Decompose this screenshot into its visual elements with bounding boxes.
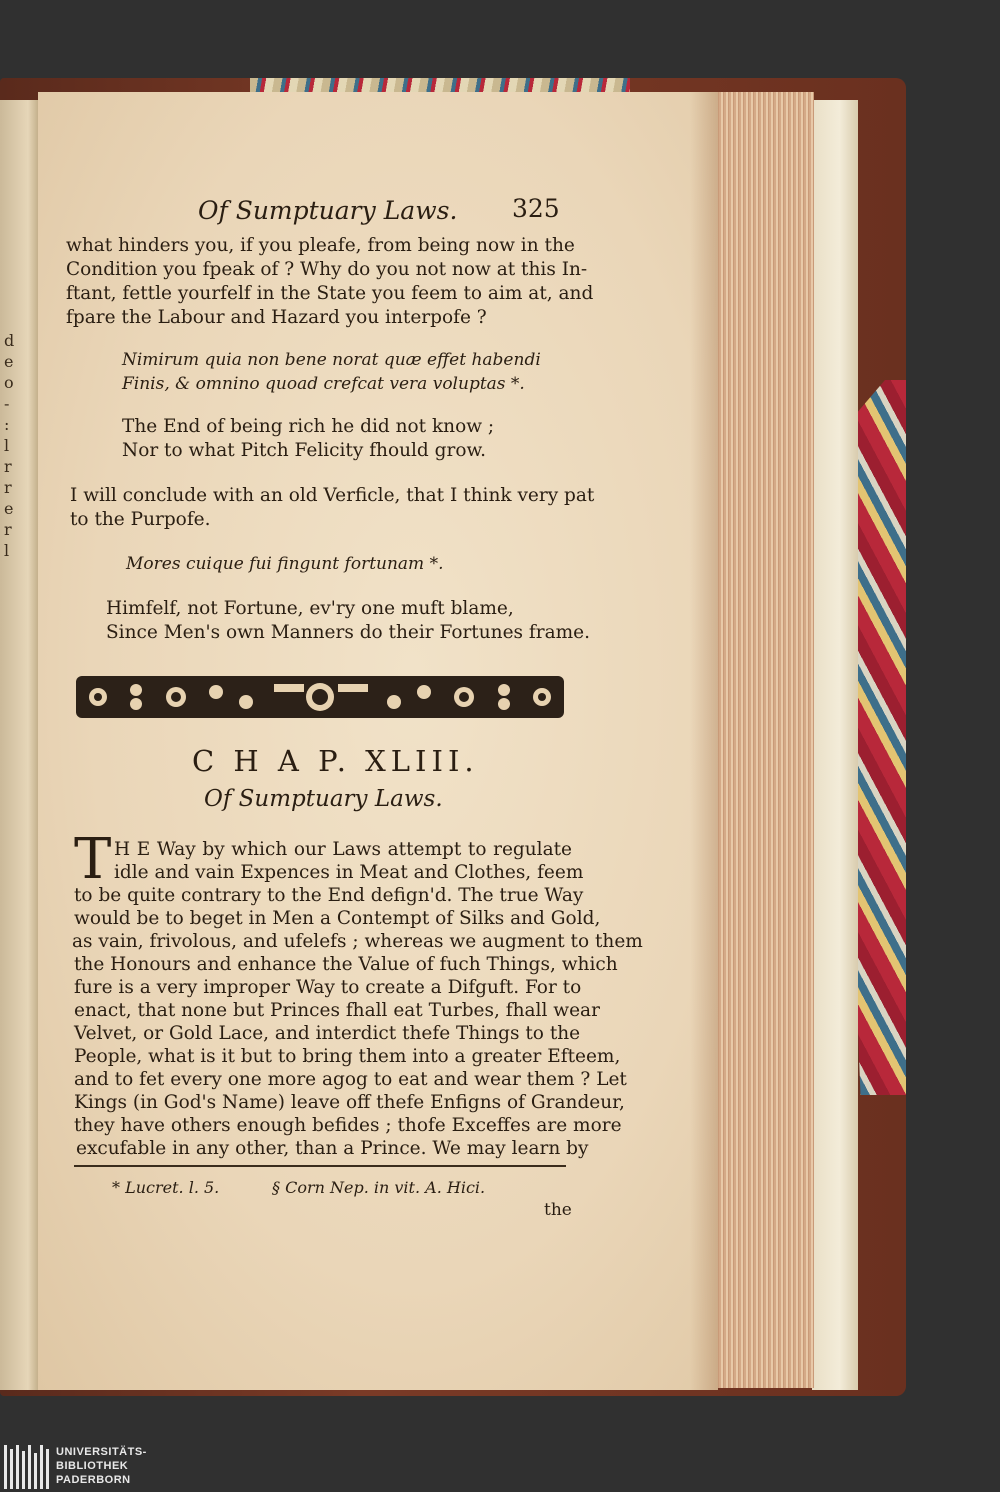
paragraph-line: People, what is it but to bring them into a greater Efteem, bbox=[74, 1046, 621, 1067]
latin-quote-line: Mores cuique fui fingunt fortunam *. bbox=[126, 554, 444, 574]
paragraph-line: Condition you fpeak of ? Why do you not now at this In- bbox=[66, 259, 588, 280]
catchword: the bbox=[544, 1200, 572, 1220]
footer-bar bbox=[0, 1442, 1000, 1492]
gutter-shadow bbox=[690, 92, 718, 1390]
paragraph-line: excufable in any other, than a Prince. We may learn by bbox=[76, 1138, 589, 1159]
left-page-letter: r bbox=[4, 478, 12, 497]
verse-line: The End of being rich he did not know ; bbox=[122, 416, 495, 437]
page-number: 325 bbox=[512, 194, 560, 223]
paragraph-line: fpare the Labour and Hazard you interpofe ? bbox=[66, 307, 487, 328]
paragraph-line: to the Purpofe. bbox=[70, 509, 211, 530]
paragraph-line: enact, that none but Princes fhall eat Turbes, fhall wear bbox=[74, 1000, 600, 1021]
footnote-rule bbox=[74, 1165, 566, 1167]
logo-line-1: UNIVERSITÄTS- bbox=[56, 1446, 147, 1458]
paragraph-line: they have others enough befides ; thofe Exceffes are more bbox=[74, 1115, 622, 1136]
verse-line: Himfelf, not Fortune, ev'ry one muft blame, bbox=[106, 598, 514, 619]
chapter-heading: C H A P. XLIII. bbox=[192, 744, 479, 778]
logo-line-2: BIBLIOTHEK bbox=[56, 1460, 129, 1472]
paragraph-line: to be quite contrary to the End defign'd. The true Way bbox=[74, 885, 584, 906]
latin-quote-line: Finis, & omnino quoad crefcat vera voluptas *. bbox=[122, 374, 525, 394]
drop-cap: T bbox=[74, 827, 112, 892]
paragraph-line: H E Way by which our Laws attempt to regulate bbox=[114, 839, 572, 860]
paragraph-line: the Honours and enhance the Value of fuch Things, which bbox=[74, 954, 618, 975]
left-page-letter: d bbox=[4, 331, 15, 350]
verse-line: Nor to what Pitch Felicity fhould grow. bbox=[122, 440, 487, 461]
paragraph-line: Kings (in God's Name) leave off thefe Enfigns of Grandeur, bbox=[74, 1092, 625, 1113]
paragraph-line: I will conclude with an old Verficle, that I think very pat bbox=[70, 485, 595, 506]
left-page-letter: - bbox=[4, 394, 10, 413]
left-page-letter: e bbox=[4, 499, 14, 518]
paragraph-line: what hinders you, if you pleafe, from being now in the bbox=[66, 235, 575, 256]
paragraph-line: and to fet every one more agog to eat and wear them ? Let bbox=[74, 1069, 627, 1090]
decorative-ornament-band bbox=[76, 672, 564, 722]
left-page-letter: o bbox=[4, 373, 14, 392]
page-edges bbox=[714, 92, 814, 1388]
left-page-edge bbox=[0, 100, 42, 1390]
paragraph-line: fure is a very improper Way to create a Difguft. For to bbox=[74, 977, 582, 998]
footnote-nepos: § Corn Nep. in vit. A. Hici. bbox=[272, 1178, 486, 1197]
verse-line: Since Men's own Manners do their Fortunes frame. bbox=[106, 622, 590, 643]
logo-line-3: PADERBORN bbox=[56, 1474, 131, 1486]
left-page-letter: r bbox=[4, 520, 12, 539]
left-page-fragments bbox=[4, 330, 20, 561]
paragraph-line: Velvet, or Gold Lace, and interdict thefe Things to the bbox=[74, 1023, 581, 1044]
left-page-letter: r bbox=[4, 457, 12, 476]
back-pages bbox=[812, 100, 858, 1390]
footnote-lucretius: * Lucret. l. 5. bbox=[112, 1178, 220, 1197]
running-header: Of Sumptuary Laws. bbox=[198, 196, 458, 225]
chapter-subtitle: Of Sumptuary Laws. bbox=[204, 786, 443, 812]
latin-quote-line: Nimirum quia non bene norat quæ effet habendi bbox=[122, 350, 541, 370]
left-page-letter: l bbox=[4, 541, 10, 560]
left-page-letter: : bbox=[4, 415, 10, 434]
library-logo-icon bbox=[4, 1445, 50, 1489]
left-page-letter: e bbox=[4, 352, 14, 371]
paragraph-line: as vain, frivolous, and ufelefs ; whereas we augment to them bbox=[72, 931, 643, 952]
paragraph-line: ftant, fettle yourfelf in the State you feem to aim at, and bbox=[66, 283, 594, 304]
paragraph-line: idle and vain Expences in Meat and Clothes, feem bbox=[114, 862, 584, 883]
paragraph-line: would be to beget in Men a Contempt of Silks and Gold, bbox=[74, 908, 601, 929]
left-page-letter: l bbox=[4, 436, 10, 455]
